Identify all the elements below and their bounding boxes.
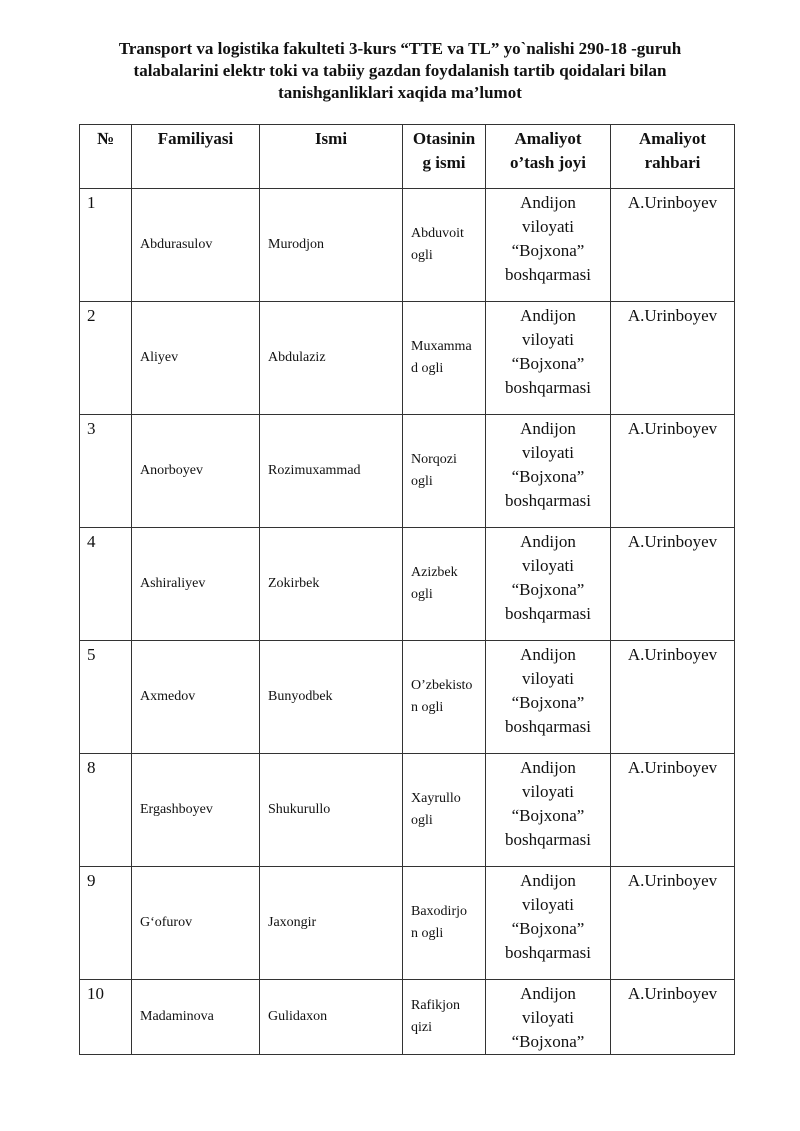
practice-place-line: “Bojxona” (511, 806, 585, 825)
practice-place-line: viloyati (522, 782, 574, 801)
patronymic-cell (403, 980, 486, 1055)
practice-place-line: viloyati (522, 443, 574, 462)
row-number: 8 (80, 754, 132, 867)
surname-cell: Anorboyev (132, 415, 260, 528)
practice-head-cell: A.Urinboyev (611, 754, 735, 867)
patronymic-line-1: O’zbekisto (411, 678, 473, 693)
practice-place-line: viloyati (522, 556, 574, 575)
practice-head-cell: A.Urinboyev (611, 302, 735, 415)
patronymic-line-2: n ogli (411, 700, 444, 715)
practice-place-line: viloyati (522, 669, 574, 688)
practice-place-cell (486, 867, 611, 980)
practice-place-line: “Bojxona” (511, 693, 585, 712)
practice-place-line: Andijon (520, 419, 576, 438)
name-cell: Bunyodbek (260, 641, 403, 754)
row-number: 10 (80, 980, 132, 1055)
practice-place-line: Andijon (520, 306, 576, 325)
practice-place-cell (486, 980, 611, 1055)
table-row (80, 641, 735, 754)
practice-place-cell (486, 754, 611, 867)
patronymic-line-2: ogli (411, 474, 433, 489)
patronymic-cell (403, 302, 486, 415)
patronymic-cell (403, 528, 486, 641)
row-number: 3 (80, 415, 132, 528)
patronymic-line-1: Abduvoit (411, 226, 464, 241)
name-cell: Gulidaxon (260, 980, 403, 1055)
header-patronymic-line-1: Otasinin (412, 129, 476, 148)
practice-place-cell (486, 415, 611, 528)
table-row (80, 189, 735, 302)
practice-place-line: “Bojxona” (511, 580, 585, 599)
practice-place-line: viloyati (522, 217, 574, 236)
patronymic-line-2: d ogli (411, 361, 444, 376)
practice-place-line: Andijon (520, 645, 576, 664)
header-name: Ismi (260, 125, 403, 189)
header-practice-head (611, 125, 735, 189)
surname-cell: Axmedov (132, 641, 260, 754)
patronymic-cell (403, 641, 486, 754)
practice-place-line: boshqarmasi (505, 604, 591, 623)
surname-cell: G‘ofurov (132, 867, 260, 980)
practice-place-line: Andijon (520, 532, 576, 551)
surname-cell: Abdurasulov (132, 189, 260, 302)
patronymic-line-2: ogli (411, 587, 433, 602)
practice-place-line: “Bojxona” (511, 467, 585, 486)
name-cell: Rozimuxammad (260, 415, 403, 528)
table-row (80, 980, 735, 1055)
practice-place-line: boshqarmasi (505, 717, 591, 736)
practice-place-line: viloyati (522, 330, 574, 349)
name-cell: Abdulaziz (260, 302, 403, 415)
header-surname: Familiyasi (132, 125, 260, 189)
practice-place-line: viloyati (522, 1008, 574, 1027)
header-practice-place (486, 125, 611, 189)
row-number: 4 (80, 528, 132, 641)
practice-head-cell: A.Urinboyev (611, 415, 735, 528)
practice-place-line: “Bojxona” (511, 241, 585, 260)
practice-place-cell (486, 528, 611, 641)
student-table (79, 124, 735, 1055)
table-header-row (80, 125, 735, 189)
table-row (80, 867, 735, 980)
practice-place-line: boshqarmasi (505, 491, 591, 510)
patronymic-cell (403, 189, 486, 302)
row-number: 9 (80, 867, 132, 980)
patronymic-cell (403, 415, 486, 528)
practice-head-cell: A.Urinboyev (611, 528, 735, 641)
name-cell: Zokirbek (260, 528, 403, 641)
header-head-line-1: Amaliyot (638, 129, 707, 148)
practice-place-cell (486, 189, 611, 302)
surname-cell: Ergashboyev (132, 754, 260, 867)
practice-place-line: viloyati (522, 895, 574, 914)
row-number: 5 (80, 641, 132, 754)
name-cell: Murodjon (260, 189, 403, 302)
name-cell: Jaxongir (260, 867, 403, 980)
title-line-3: tanishganliklari xaqida ma’lumot (278, 83, 522, 102)
header-place-line-1: Amaliyot (514, 129, 582, 148)
practice-place-cell (486, 302, 611, 415)
practice-place-line: Andijon (520, 871, 576, 890)
name-cell: Shukurullo (260, 754, 403, 867)
header-num: № (80, 125, 132, 189)
patronymic-line-1: Muxamma (411, 339, 472, 354)
practice-place-line: boshqarmasi (505, 830, 591, 849)
patronymic-line-2: ogli (411, 813, 433, 828)
practice-place-line: Andijon (520, 193, 576, 212)
practice-place-line: “Bojxona” (511, 1032, 585, 1051)
surname-cell: Aliyev (132, 302, 260, 415)
patronymic-line-1: Baxodirjo (411, 904, 467, 919)
patronymic-line-1: Xayrullo (411, 791, 461, 806)
practice-head-cell: A.Urinboyev (611, 980, 735, 1055)
practice-head-cell: A.Urinboyev (611, 867, 735, 980)
document-title (60, 38, 740, 104)
practice-place-line: Andijon (520, 984, 576, 1003)
practice-head-cell: A.Urinboyev (611, 641, 735, 754)
table-row (80, 302, 735, 415)
row-number: 2 (80, 302, 132, 415)
practice-place-line: boshqarmasi (505, 943, 591, 962)
table-row (80, 754, 735, 867)
practice-place-line: “Bojxona” (511, 919, 585, 938)
surname-cell: Madaminova (132, 980, 260, 1055)
practice-place-line: boshqarmasi (505, 378, 591, 397)
header-place-line-2: o’tash joyi (509, 153, 587, 172)
patronymic-line-2: qizi (411, 1020, 432, 1035)
patronymic-line-2: n ogli (411, 926, 444, 941)
header-patronymic-line-2: g ismi (422, 153, 466, 172)
header-patronymic (403, 125, 486, 189)
header-head-line-2: rahbari (644, 153, 701, 172)
practice-place-line: “Bojxona” (511, 354, 585, 373)
table-row (80, 528, 735, 641)
practice-place-cell (486, 641, 611, 754)
practice-place-line: boshqarmasi (505, 265, 591, 284)
practice-head-cell: A.Urinboyev (611, 189, 735, 302)
surname-cell: Ashiraliyev (132, 528, 260, 641)
patronymic-line-2: ogli (411, 248, 433, 263)
patronymic-line-1: Norqozi (411, 452, 457, 467)
title-line-1: Transport va logistika fakulteti 3-kurs “TTE va TL” yo`nalishi 290-18 -guruh (118, 39, 682, 58)
title-line-2: talabalarini elektr toki va tabiiy gazdan foydalanish tartib qoidalari bilan (133, 61, 667, 80)
table-row (80, 415, 735, 528)
patronymic-line-1: Rafikjon (411, 998, 460, 1013)
practice-place-line: Andijon (520, 758, 576, 777)
patronymic-cell (403, 754, 486, 867)
patronymic-cell (403, 867, 486, 980)
row-number: 1 (80, 189, 132, 302)
patronymic-line-1: Azizbek (411, 565, 458, 580)
